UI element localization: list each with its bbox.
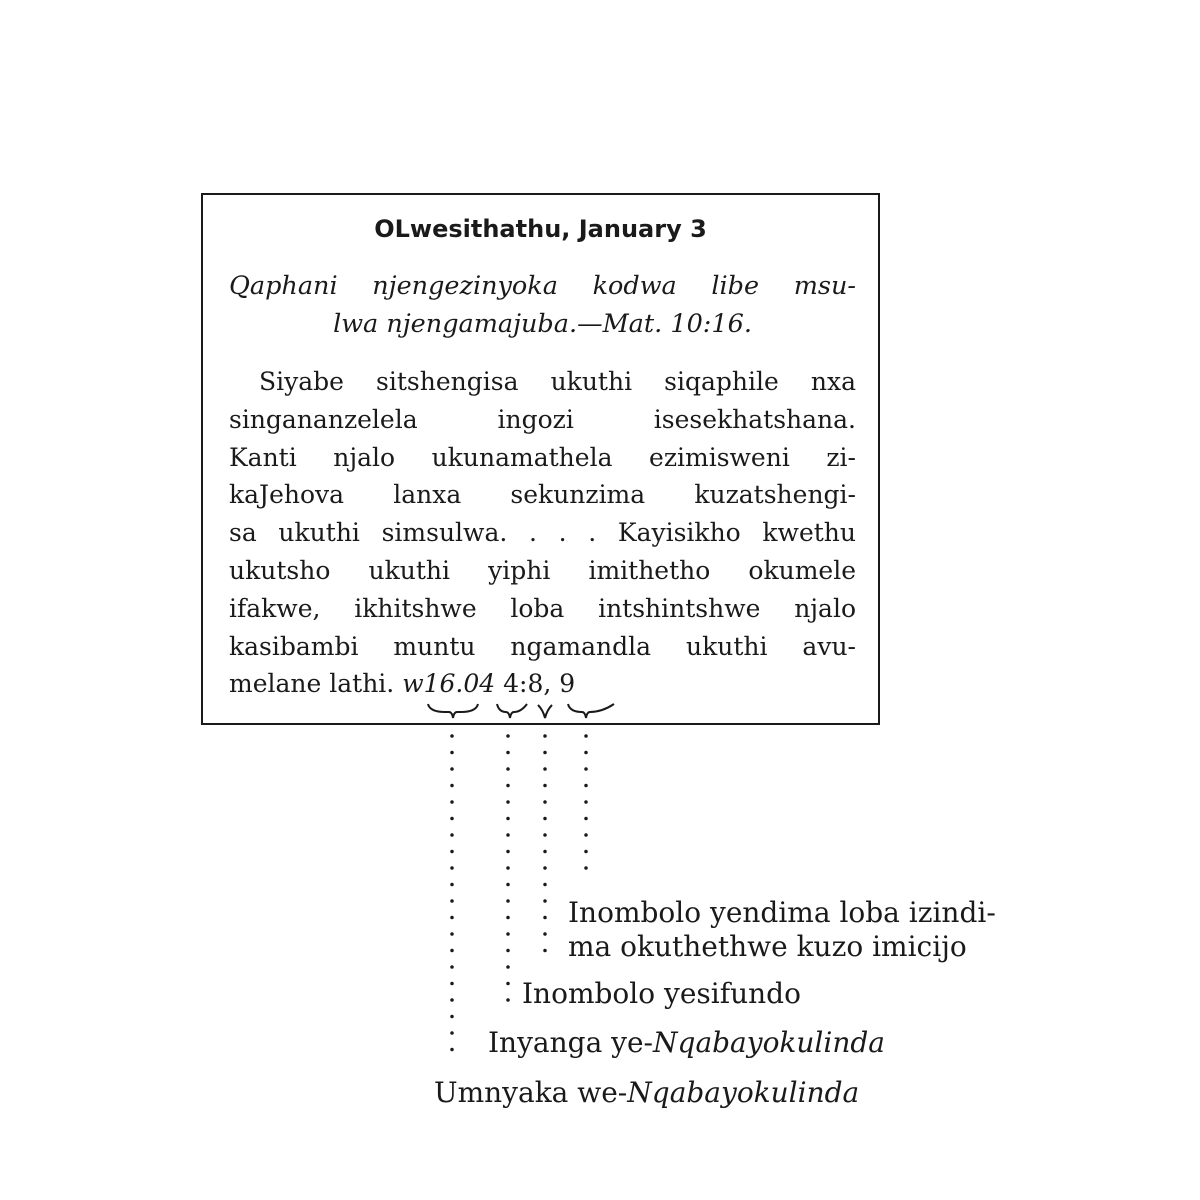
label-paragraph-numbers bbox=[568, 896, 996, 964]
label-article-number: Inombolo yesifundo bbox=[522, 977, 801, 1010]
ref-paragraphs: 8, 9 bbox=[527, 669, 576, 699]
body-line: ukutsho ukuthi yiphi imithetho okumele bbox=[229, 555, 856, 585]
body-line: ifakwe, ikhitshwe loba intshintshwe njalo bbox=[229, 593, 856, 623]
body-line: kaJehova lanxa sekunzima kuzatshengi- bbox=[229, 480, 856, 510]
body-line: Siyabe sitshengisa ukuthi siqaphile nxa bbox=[259, 367, 856, 396]
verse-line-2: lwa njengamajuba.—Mat. 10:16. bbox=[333, 309, 752, 339]
verse-line-1: Qaphani njengezinyoka kodwa libe msu- bbox=[229, 271, 856, 301]
body-line: singananzelela ingozi isesekhatshana. bbox=[229, 404, 856, 434]
label-month bbox=[488, 1026, 885, 1060]
brace-article bbox=[538, 705, 552, 718]
label-year bbox=[434, 1076, 859, 1110]
label-paragraph-line-2: ma okuthethwe kuzo imicijo bbox=[568, 930, 967, 963]
label-month-italic: Nqabayokulinda bbox=[653, 1026, 885, 1059]
ref-article: 4: bbox=[503, 669, 528, 699]
ref-month: 04 bbox=[463, 669, 496, 699]
body-line-end: melane lathi. bbox=[229, 669, 395, 699]
label-year-prefix: Umnyaka we- bbox=[434, 1076, 628, 1109]
brace-year bbox=[428, 704, 478, 718]
label-year-italic: Nqabayokulinda bbox=[627, 1076, 860, 1109]
body-line: kasibambi muntu ngamandla ukuthi avu- bbox=[229, 631, 856, 661]
body-line: Kanti njalo ukunamathela ezimisweni zi- bbox=[229, 442, 856, 472]
card-date-title: OLwesithathu, January 3 bbox=[374, 215, 707, 243]
body-line: sa ukuthi simsulwa. . . . Kayisikho kwethu bbox=[229, 518, 856, 548]
label-paragraph-line-1: Inombolo yendima loba izindi- bbox=[568, 896, 996, 929]
ref-year: w16. bbox=[402, 669, 464, 699]
brace-month bbox=[497, 704, 527, 718]
label-month-prefix: Inyanga ye- bbox=[488, 1026, 654, 1059]
brace-paragraphs bbox=[568, 704, 614, 718]
